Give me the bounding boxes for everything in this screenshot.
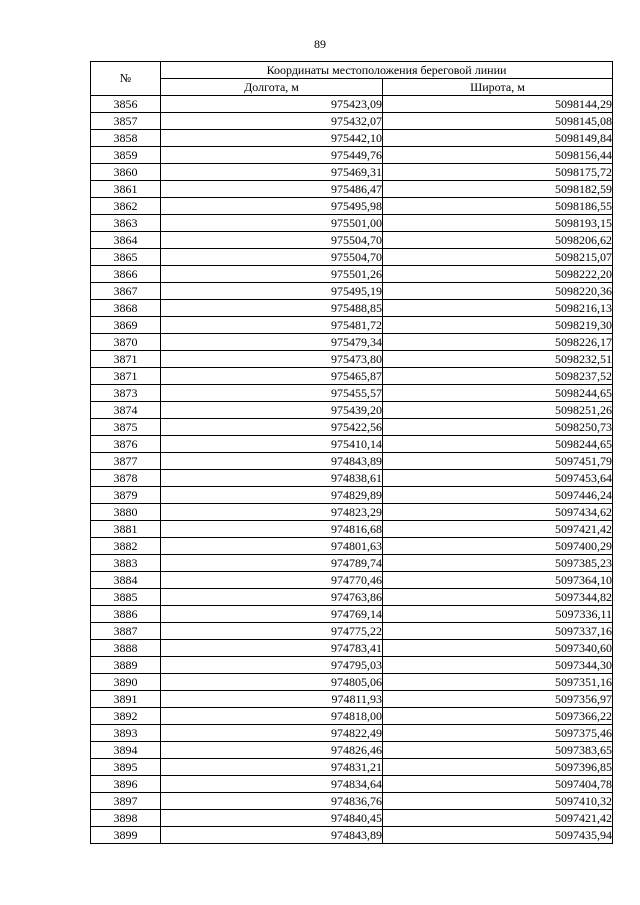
cell-number: 3884 [91, 572, 161, 589]
table-row [91, 691, 613, 708]
cell-number: 3871 [91, 368, 161, 385]
cell-longitude: 974834,64 [161, 776, 383, 793]
cell-number: 3895 [91, 759, 161, 776]
cell-longitude: 975486,47 [161, 181, 383, 198]
header-longitude: Долгота, м [161, 79, 383, 96]
table-row [91, 589, 613, 606]
cell-longitude: 974840,45 [161, 810, 383, 827]
table-row [91, 487, 613, 504]
cell-latitude: 5098216,13 [383, 300, 613, 317]
table-row [91, 470, 613, 487]
cell-longitude: 974829,89 [161, 487, 383, 504]
cell-latitude: 5097453,64 [383, 470, 613, 487]
cell-longitude: 975442,10 [161, 130, 383, 147]
cell-number: 3892 [91, 708, 161, 725]
table-row [91, 113, 613, 130]
table-row [91, 436, 613, 453]
table-row [91, 504, 613, 521]
table-row [91, 130, 613, 147]
cell-number: 3858 [91, 130, 161, 147]
cell-number: 3893 [91, 725, 161, 742]
cell-number: 3877 [91, 453, 161, 470]
cell-latitude: 5098144,29 [383, 96, 613, 113]
table-row [91, 402, 613, 419]
table-row [91, 776, 613, 793]
cell-longitude: 974789,74 [161, 555, 383, 572]
cell-latitude: 5097404,78 [383, 776, 613, 793]
table-row [91, 147, 613, 164]
cell-latitude: 5098219,30 [383, 317, 613, 334]
cell-latitude: 5098251,26 [383, 402, 613, 419]
cell-latitude: 5097434,62 [383, 504, 613, 521]
cell-number: 3879 [91, 487, 161, 504]
table-row [91, 419, 613, 436]
cell-latitude: 5097337,16 [383, 623, 613, 640]
cell-number: 3871 [91, 351, 161, 368]
cell-number: 3880 [91, 504, 161, 521]
cell-latitude: 5098232,51 [383, 351, 613, 368]
table-row [91, 453, 613, 470]
cell-number: 3863 [91, 215, 161, 232]
table-row [91, 708, 613, 725]
table-row [91, 368, 613, 385]
cell-number: 3897 [91, 793, 161, 810]
cell-number: 3899 [91, 827, 161, 844]
cell-latitude: 5098226,17 [383, 334, 613, 351]
cell-longitude: 974801,63 [161, 538, 383, 555]
cell-longitude: 975432,07 [161, 113, 383, 130]
table-row [91, 334, 613, 351]
cell-latitude: 5098220,36 [383, 283, 613, 300]
table-row [91, 810, 613, 827]
cell-longitude: 974795,03 [161, 657, 383, 674]
table-row [91, 300, 613, 317]
cell-latitude: 5098175,72 [383, 164, 613, 181]
cell-number: 3878 [91, 470, 161, 487]
cell-latitude: 5098215,07 [383, 249, 613, 266]
cell-latitude: 5098186,55 [383, 198, 613, 215]
cell-number: 3885 [91, 589, 161, 606]
table-row [91, 538, 613, 555]
cell-latitude: 5097421,42 [383, 810, 613, 827]
page-number: 89 [314, 37, 326, 51]
cell-longitude: 974805,06 [161, 674, 383, 691]
cell-number: 3883 [91, 555, 161, 572]
cell-latitude: 5098222,20 [383, 266, 613, 283]
table-row [91, 317, 613, 334]
cell-number: 3865 [91, 249, 161, 266]
table-row [91, 351, 613, 368]
cell-number: 3890 [91, 674, 161, 691]
table-row [91, 657, 613, 674]
table-body [91, 96, 613, 844]
cell-number: 3888 [91, 640, 161, 657]
cell-longitude: 974811,93 [161, 691, 383, 708]
table-row [91, 232, 613, 249]
header-number: № [91, 62, 161, 96]
table-row [91, 759, 613, 776]
cell-latitude: 5097396,85 [383, 759, 613, 776]
cell-latitude: 5098193,15 [383, 215, 613, 232]
cell-number: 3866 [91, 266, 161, 283]
cell-longitude: 974838,61 [161, 470, 383, 487]
cell-longitude: 975495,19 [161, 283, 383, 300]
cell-number: 3874 [91, 402, 161, 419]
cell-number: 3859 [91, 147, 161, 164]
table-row [91, 164, 613, 181]
cell-longitude: 975449,76 [161, 147, 383, 164]
table-row [91, 249, 613, 266]
cell-latitude: 5097435,94 [383, 827, 613, 844]
cell-longitude: 974818,00 [161, 708, 383, 725]
cell-number: 3876 [91, 436, 161, 453]
cell-latitude: 5098250,73 [383, 419, 613, 436]
table-row [91, 96, 613, 113]
cell-number: 3862 [91, 198, 161, 215]
cell-latitude: 5097364,10 [383, 572, 613, 589]
table-row [91, 742, 613, 759]
cell-longitude: 975501,26 [161, 266, 383, 283]
cell-latitude: 5097351,16 [383, 674, 613, 691]
cell-longitude: 974823,29 [161, 504, 383, 521]
cell-longitude: 974775,22 [161, 623, 383, 640]
cell-longitude: 975465,87 [161, 368, 383, 385]
cell-number: 3860 [91, 164, 161, 181]
cell-latitude: 5097446,24 [383, 487, 613, 504]
cell-longitude: 975423,09 [161, 96, 383, 113]
cell-latitude: 5097400,29 [383, 538, 613, 555]
cell-longitude: 974831,21 [161, 759, 383, 776]
table-row [91, 266, 613, 283]
table-row [91, 793, 613, 810]
cell-longitude: 975488,85 [161, 300, 383, 317]
cell-number: 3868 [91, 300, 161, 317]
cell-latitude: 5097385,23 [383, 555, 613, 572]
table-row [91, 198, 613, 215]
table-row [91, 572, 613, 589]
cell-number: 3887 [91, 623, 161, 640]
cell-number: 3875 [91, 419, 161, 436]
cell-longitude: 975422,56 [161, 419, 383, 436]
header-coordinates-group: Координаты местоположения береговой линии [161, 62, 613, 79]
cell-longitude: 975473,80 [161, 351, 383, 368]
cell-longitude: 974763,86 [161, 589, 383, 606]
table-row [91, 827, 613, 844]
cell-number: 3894 [91, 742, 161, 759]
cell-longitude: 974769,14 [161, 606, 383, 623]
cell-latitude: 5098182,59 [383, 181, 613, 198]
cell-latitude: 5098206,62 [383, 232, 613, 249]
cell-longitude: 974816,68 [161, 521, 383, 538]
coordinates-table [90, 61, 613, 844]
cell-latitude: 5097421,42 [383, 521, 613, 538]
cell-number: 3869 [91, 317, 161, 334]
cell-latitude: 5097356,97 [383, 691, 613, 708]
cell-number: 3870 [91, 334, 161, 351]
cell-latitude: 5098145,08 [383, 113, 613, 130]
cell-number: 3873 [91, 385, 161, 402]
cell-number: 3881 [91, 521, 161, 538]
cell-number: 3861 [91, 181, 161, 198]
table-row [91, 674, 613, 691]
cell-number: 3867 [91, 283, 161, 300]
cell-latitude: 5097340,60 [383, 640, 613, 657]
cell-latitude: 5097336,11 [383, 606, 613, 623]
cell-longitude: 975410,14 [161, 436, 383, 453]
cell-number: 3898 [91, 810, 161, 827]
table-row [91, 385, 613, 402]
cell-number: 3856 [91, 96, 161, 113]
cell-longitude: 974770,46 [161, 572, 383, 589]
cell-longitude: 974822,49 [161, 725, 383, 742]
cell-latitude: 5097344,30 [383, 657, 613, 674]
table-row [91, 521, 613, 538]
cell-longitude: 974836,76 [161, 793, 383, 810]
cell-latitude: 5097383,65 [383, 742, 613, 759]
cell-latitude: 5097451,79 [383, 453, 613, 470]
cell-number: 3857 [91, 113, 161, 130]
cell-longitude: 975469,31 [161, 164, 383, 181]
cell-longitude: 974843,89 [161, 827, 383, 844]
table-row [91, 283, 613, 300]
cell-longitude: 975439,20 [161, 402, 383, 419]
cell-longitude: 975455,57 [161, 385, 383, 402]
cell-number: 3882 [91, 538, 161, 555]
cell-latitude: 5098237,52 [383, 368, 613, 385]
header-latitude: Широта, м [383, 79, 613, 96]
table-row [91, 623, 613, 640]
cell-longitude: 974783,41 [161, 640, 383, 657]
cell-number: 3864 [91, 232, 161, 249]
cell-latitude: 5098244,65 [383, 436, 613, 453]
cell-latitude: 5098244,65 [383, 385, 613, 402]
cell-longitude: 974826,46 [161, 742, 383, 759]
table-row [91, 215, 613, 232]
cell-longitude: 974843,89 [161, 453, 383, 470]
cell-latitude: 5097366,22 [383, 708, 613, 725]
table-row [91, 725, 613, 742]
cell-latitude: 5097375,46 [383, 725, 613, 742]
cell-latitude: 5098149,84 [383, 130, 613, 147]
table-row [91, 606, 613, 623]
cell-number: 3891 [91, 691, 161, 708]
cell-latitude: 5097410,32 [383, 793, 613, 810]
table-row [91, 555, 613, 572]
cell-longitude: 975479,34 [161, 334, 383, 351]
cell-longitude: 975504,70 [161, 232, 383, 249]
cell-longitude: 975495,98 [161, 198, 383, 215]
cell-number: 3896 [91, 776, 161, 793]
cell-longitude: 975481,72 [161, 317, 383, 334]
cell-latitude: 5097344,82 [383, 589, 613, 606]
cell-latitude: 5098156,44 [383, 147, 613, 164]
cell-longitude: 975504,70 [161, 249, 383, 266]
table-row [91, 640, 613, 657]
cell-number: 3889 [91, 657, 161, 674]
table-row [91, 181, 613, 198]
cell-number: 3886 [91, 606, 161, 623]
cell-longitude: 975501,00 [161, 215, 383, 232]
